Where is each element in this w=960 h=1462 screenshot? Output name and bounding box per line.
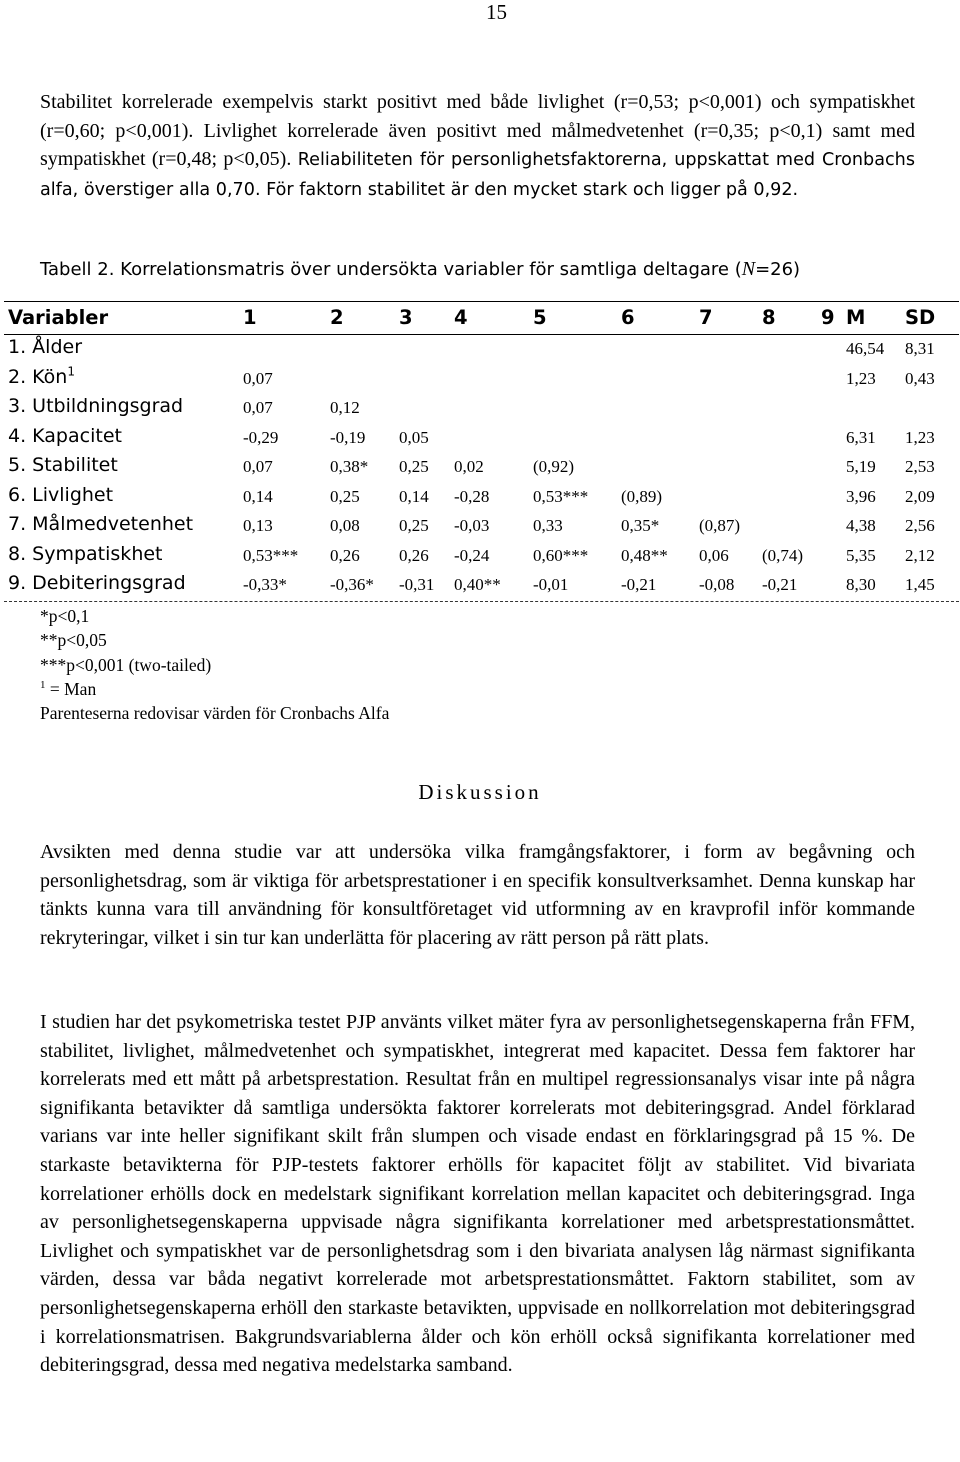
table-cell: (0,89): [621, 487, 663, 506]
row-label: [8, 454, 118, 476]
table-cell: -0,01: [533, 575, 569, 594]
row-label: [8, 484, 113, 506]
row-label-text: 3. Utbildningsgrad: [8, 395, 184, 417]
table-row: [0, 572, 960, 601]
row-label-text: 6. Livlighet: [8, 484, 114, 506]
caption-prefix: Tabell 2. Korrelationsmatris över undersökta variabler för samtliga deltagare (: [40, 259, 742, 280]
header-cell: 5: [533, 306, 547, 329]
header-cell: 1: [243, 306, 257, 329]
row-label: [8, 543, 163, 565]
table-header-row: [0, 306, 960, 335]
row-label-text: 2. Kön: [8, 366, 68, 388]
row-label-text: 7. Målmedvetenhet: [8, 513, 194, 535]
row-label: [8, 336, 82, 358]
table-cell: -0,28: [454, 487, 490, 506]
intro-text-a: Stabilitet korrelerade exempelvis starkt positivt med både livlighet (r=0,53; p<0,001) och sympatiskhet (r=0,60; p<0,001). Livlighet korrelerade även positivt med målmedvetenhet (r=0,35; p<0,1) samt med sympatiskhet (r=0,48; p<0,05).: [40, 91, 915, 171]
header-cell: 4: [454, 306, 468, 329]
note-man-text: = Man: [45, 678, 97, 699]
table-cell: 0,07: [243, 457, 273, 476]
table-cell: 2,56: [905, 516, 935, 535]
table-cell: 0,14: [243, 487, 273, 506]
table-cell: 0,40**: [454, 575, 501, 594]
table-cell: 0,13: [243, 516, 273, 535]
row-label-text: 4. Kapacitet: [8, 425, 122, 447]
table-cell: -0,19: [330, 428, 366, 447]
header-cell: 9: [821, 306, 835, 329]
row-label: [8, 366, 75, 388]
row-label-text: 9. Debiteringsgrad: [8, 572, 186, 594]
table-cell: 46,54: [846, 339, 885, 358]
table-cell: 0,33: [533, 516, 563, 535]
row-label: [8, 395, 183, 417]
row-label: [8, 572, 186, 594]
discussion-paragraph-2: I studien har det psykometriska testet PJP använts vilket mäter fyra av personlighetsegenskaperna från FFM, stabilitet, livlighet, målmedvetenhet och sympatiskhet, integrerat med kapacitet. Dessa fem faktorer har korrelerats med ett mått på arbetsprestation. Resultat från en multipel regressionsanalys visar inte på några signifikanta betavikter då samtliga undersökta faktorer korrelerats mot debiteringsgrad. Andel förklarad varians var inte heller signifikant skilt från slumpen och visade endast en förklaringsgrad på 15 %. De starkaste betavikterna för PJP-testets faktorer erhölls för kapacitet följt av stabilitet. Vid bivariata korrelationer erhölls dock en medelstark signifikant korrelation mellan kapacitet och debiteringsgrad. Inga av personlighetsegenskaperna uppvisade några signifikanta korrelationer med arbetsprestationsmåttet. Livlighet och sympatiskhet var de personlighetsdrag som i den bivariata analysen låg närmast signifikanta värden, dessa var båda negativt korrelerade mot arbetsprestationsmåttet. Faktorn stabilitet, som av personlighetsegenskaperna erhöll den starkaste betavikten, uppvisade en nollkorrelation mot debiteringsgrad i korrelationsmatrisen. Bakgrundsvariablerna ålder och kön erhöll också signifikanta korrelationer med debiteringsgrad, dessa med negativa medelstarka samband.: [40, 1011, 915, 1377]
note-parentheses: Parenteserna redovisar värden för Cronbachs Alfa: [40, 703, 390, 724]
table-row: [0, 513, 960, 542]
table-cell: 0,25: [399, 457, 429, 476]
table-cell: (0,92): [533, 457, 575, 476]
table-cell: 5,19: [846, 457, 876, 476]
table-cell: 0,60***: [533, 546, 589, 565]
discussion-paragraph-1: Avsikten med denna studie var att undersöka vilka framgångsfaktorer, i form av begåvning och personlighetsdrag, som är viktiga för arbetsprestationer i en specifik konsultverksamhet. Denna kunskap har tänkts kunna vara till användning för konsultföretaget vid utformning av en kravprofil inför kommande rekryteringar, vilket i sin tur kan underlätta för placering av rätt person på rätt plats.: [40, 841, 915, 949]
table-cell: 4,38: [846, 516, 876, 535]
table-top-rule: [4, 301, 959, 302]
table-cell: 0,53***: [243, 546, 299, 565]
table-row: [0, 366, 960, 395]
table-cell: 6,31: [846, 428, 876, 447]
table-cell: 0,12: [330, 398, 360, 417]
table-cell: 0,05: [399, 428, 429, 447]
table-row: [0, 395, 960, 424]
row-label-text: 8. Sympatiskhet: [8, 543, 163, 565]
table-cell: -0,33*: [243, 575, 287, 594]
table-cell: 2,09: [905, 487, 935, 506]
header-cell: Variabler: [8, 306, 109, 329]
table-row: [0, 543, 960, 572]
table-cell: 8,30: [846, 575, 876, 594]
row-label-text: 1. Ålder: [8, 336, 83, 358]
row-label: [8, 425, 122, 447]
table-row: [0, 336, 960, 365]
table-cell: -0,08: [699, 575, 735, 594]
table-cell: 1,23: [846, 369, 876, 388]
table-cell: 0,08: [330, 516, 360, 535]
row-label-text: 5. Stabilitet: [8, 454, 118, 476]
table-cell: -0,03: [454, 516, 490, 535]
intro-text-b: Reliabiliteten för personlighetsfaktorerna, uppskattat med Cronbachs alfa, överstiger alla 0,70. För faktorn stabilitet är den mycket stark och ligger på 0,92.: [40, 150, 915, 200]
table-cell: 0,02: [454, 457, 484, 476]
table-cell: -0,31: [399, 575, 435, 594]
row-label-sup: 1: [67, 364, 75, 379]
note-man: [40, 677, 389, 701]
table-cell: 0,53***: [533, 487, 589, 506]
note-man-sup: 1: [40, 679, 46, 692]
header-cell: M: [846, 306, 866, 329]
table-bottom-rule: [4, 601, 959, 602]
table-cell: 0,43: [905, 369, 935, 388]
table-cell: 8,31: [905, 339, 935, 358]
table-cell: 0,07: [243, 398, 273, 417]
note-p005: **p<0,05: [40, 630, 107, 651]
table-cell: 1,23: [905, 428, 935, 447]
table-cell: 0,26: [330, 546, 360, 565]
header-cell: 3: [399, 306, 413, 329]
header-cell: 6: [621, 306, 635, 329]
table-cell: -0,21: [621, 575, 657, 594]
table-cell: 0,38*: [330, 457, 369, 476]
table-caption: [40, 258, 800, 281]
note-p01: *p<0,1: [40, 606, 90, 626]
table-row: [0, 425, 960, 454]
table-row: [0, 484, 960, 513]
header-cell: 7: [699, 306, 713, 329]
caption-n: N: [741, 258, 756, 280]
table-cell: 0,25: [399, 516, 429, 535]
table-cell: (0,87): [699, 516, 741, 535]
table-notes: [40, 604, 389, 725]
table-cell: 5,35: [846, 546, 876, 565]
table-cell: 0,25: [330, 487, 360, 506]
header-cell: SD: [905, 306, 936, 329]
table-cell: 3,96: [846, 487, 876, 506]
header-cell: 8: [762, 306, 776, 329]
table-cell: 2,12: [905, 546, 935, 565]
table-cell: 0,48**: [621, 546, 668, 565]
section-heading: Diskussion: [418, 780, 542, 804]
table-cell: (0,74): [762, 546, 804, 565]
intro-paragraph: [40, 88, 915, 204]
table-cell: -0,36*: [330, 575, 374, 594]
table-cell: 0,06: [699, 546, 729, 565]
table-cell: -0,29: [243, 428, 279, 447]
table-cell: -0,24: [454, 546, 490, 565]
caption-suffix: =26): [755, 259, 801, 280]
table-cell: 1,45: [905, 575, 935, 594]
page-number: 15: [486, 0, 507, 24]
note-p0001: ***p<0,001 (two-tailed): [40, 654, 212, 675]
table-cell: 2,53: [905, 457, 935, 476]
table-cell: 0,14: [399, 487, 429, 506]
table-cell: 0,07: [243, 369, 273, 388]
row-label: [8, 513, 193, 535]
table-cell: -0,21: [762, 575, 798, 594]
table-cell: 0,35*: [621, 516, 660, 535]
table-cell: 0,26: [399, 546, 429, 565]
table-row: [0, 454, 960, 483]
header-cell: 2: [330, 306, 344, 329]
